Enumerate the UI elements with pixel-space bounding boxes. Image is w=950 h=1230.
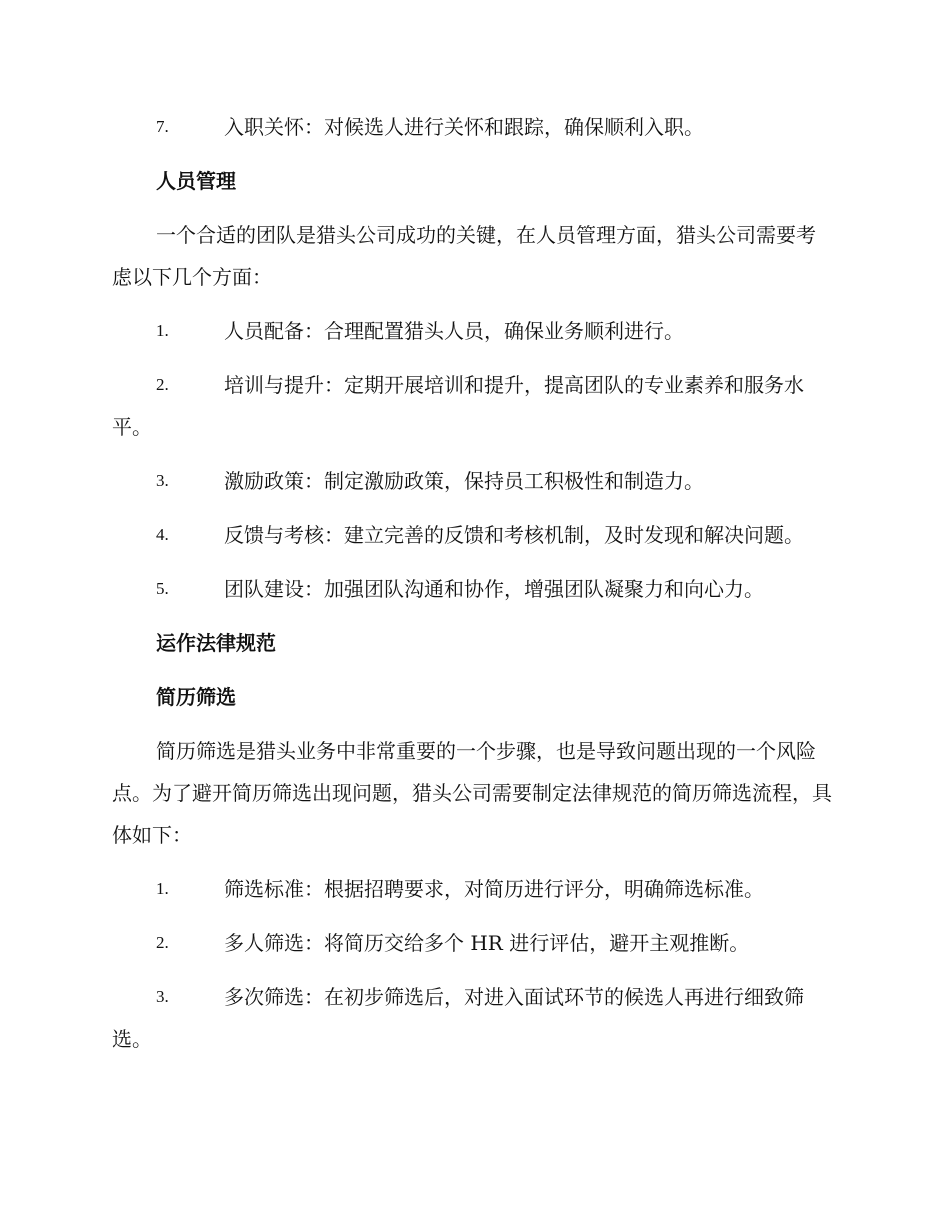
list-item	[112, 514, 834, 556]
document-body	[112, 106, 834, 1072]
list-number: 1.	[156, 321, 169, 340]
section-heading: 运作法律规范	[156, 631, 276, 655]
list-item	[112, 868, 834, 910]
paragraph: 简历筛选是猎头业务中非常重要的一个步骤，也是导致问题出现的一个风险点。为了避开简历筛选出现问题，猎头公司需要制定法律规范的简历筛选流程，具体如下：	[112, 739, 832, 847]
list-item-text: 培训与提升：定期开展培训和提升，提高团队的专业素养和服务水平。	[112, 373, 804, 439]
list-number: 7.	[156, 117, 169, 136]
paragraph: 一个合适的团队是猎头公司成功的关键，在人员管理方面，猎头公司需要考虑以下几个方面：	[112, 223, 816, 289]
subsection-heading: 简历筛选	[156, 685, 236, 709]
list-item	[112, 310, 834, 352]
list-number: 1.	[156, 879, 169, 898]
list-item-text: 入职关怀：对候选人进行关怀和跟踪，确保顺利入职。	[224, 115, 704, 139]
list-item	[112, 106, 834, 148]
list-item	[112, 976, 834, 1060]
list-number: 3.	[156, 471, 169, 490]
list-item	[112, 568, 834, 610]
list-item	[112, 460, 834, 502]
list-item-text: 团队建设：加强团队沟通和协作，增强团队凝聚力和向心力。	[224, 577, 764, 601]
list-item	[112, 922, 834, 964]
list-number: 2.	[156, 375, 169, 394]
list-number: 3.	[156, 987, 169, 1006]
list-item-text: 多人筛选：将简历交给多个 HR 进行评估，避开主观推断。	[224, 931, 750, 955]
list-item-text: 多次筛选：在初步筛选后，对进入面试环节的候选人再进行细致筛选。	[112, 985, 804, 1051]
list-number: 5.	[156, 579, 169, 598]
list-number: 2.	[156, 933, 169, 952]
list-item-text: 筛选标准：根据招聘要求，对简历进行评分，明确筛选标准。	[224, 877, 764, 901]
list-number: 4.	[156, 525, 169, 544]
list-item	[112, 364, 834, 448]
list-item-text: 反馈与考核：建立完善的反馈和考核机制，及时发现和解决问题。	[224, 523, 804, 547]
section-heading: 人员管理	[156, 169, 236, 193]
list-item-text: 人员配备：合理配置猎头人员，确保业务顺利进行。	[224, 319, 684, 343]
list-item-text: 激励政策：制定激励政策，保持员工积极性和制造力。	[224, 469, 704, 493]
